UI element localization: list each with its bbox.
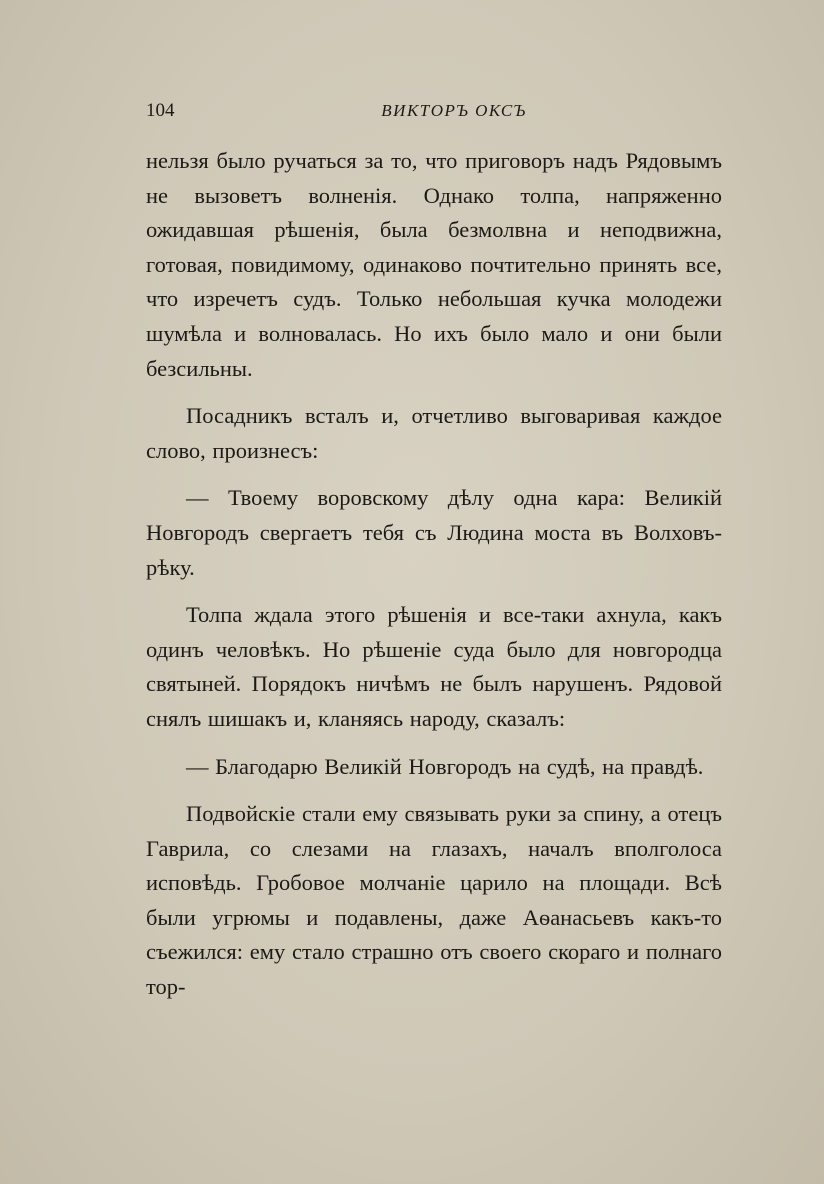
dialogue-paragraph: — Благодарю Великій Новгородъ на судѣ, на правдѣ. (186, 753, 704, 779)
page-number: 104 (146, 100, 175, 121)
running-head (146, 100, 722, 124)
paragraph: Толпа ждала этого рѣшенія и все-таки ахнула, какъ одинъ человѣкъ. Но рѣшеніе суда было для новгородца святыней. Порядокъ ничѣмъ не былъ нарушенъ. Рядовой снялъ шишакъ и, кланяясь народу, сказалъ: (146, 602, 722, 731)
paragraph-continuation: нельзя было ручаться за то, что приговоръ надъ Рядовымъ не вызоветъ волненія. Однако толпа, напряженно ожидавшая рѣшенія, была безмолвна и неподвижна, готовая, повидимому, одинаково почтительно принять все, что изречетъ судъ. Только небольшая кучка молодежи шумѣла и волновалась. Но ихъ было мало и они были безсильны. (146, 148, 722, 381)
dialogue-paragraph: — Твоему воровскому дѣлу одна кара: Великій Новгородъ свергаетъ тебя съ Людина моста въ Волховъ-рѣку. (146, 485, 722, 580)
paragraph: Подвойскіе стали ему связывать руки за спину, а отецъ Гаврила, со слезами на глазахъ, началъ вполголоса исповѣдь. Гробовое молчаніе царило на площади. Всѣ были угрюмы и подавлены, даже Аѳанасьевъ какъ-то съежился: ему стало страшно отъ своего скораго и полнаго тор- (146, 801, 722, 1000)
paragraph: Посадникъ всталъ и, отчетливо выговаривая каждое слово, произнесъ: (146, 403, 722, 463)
body-text (146, 144, 722, 1005)
running-title: ВИКТОРЪ ОКСЪ (381, 101, 527, 120)
